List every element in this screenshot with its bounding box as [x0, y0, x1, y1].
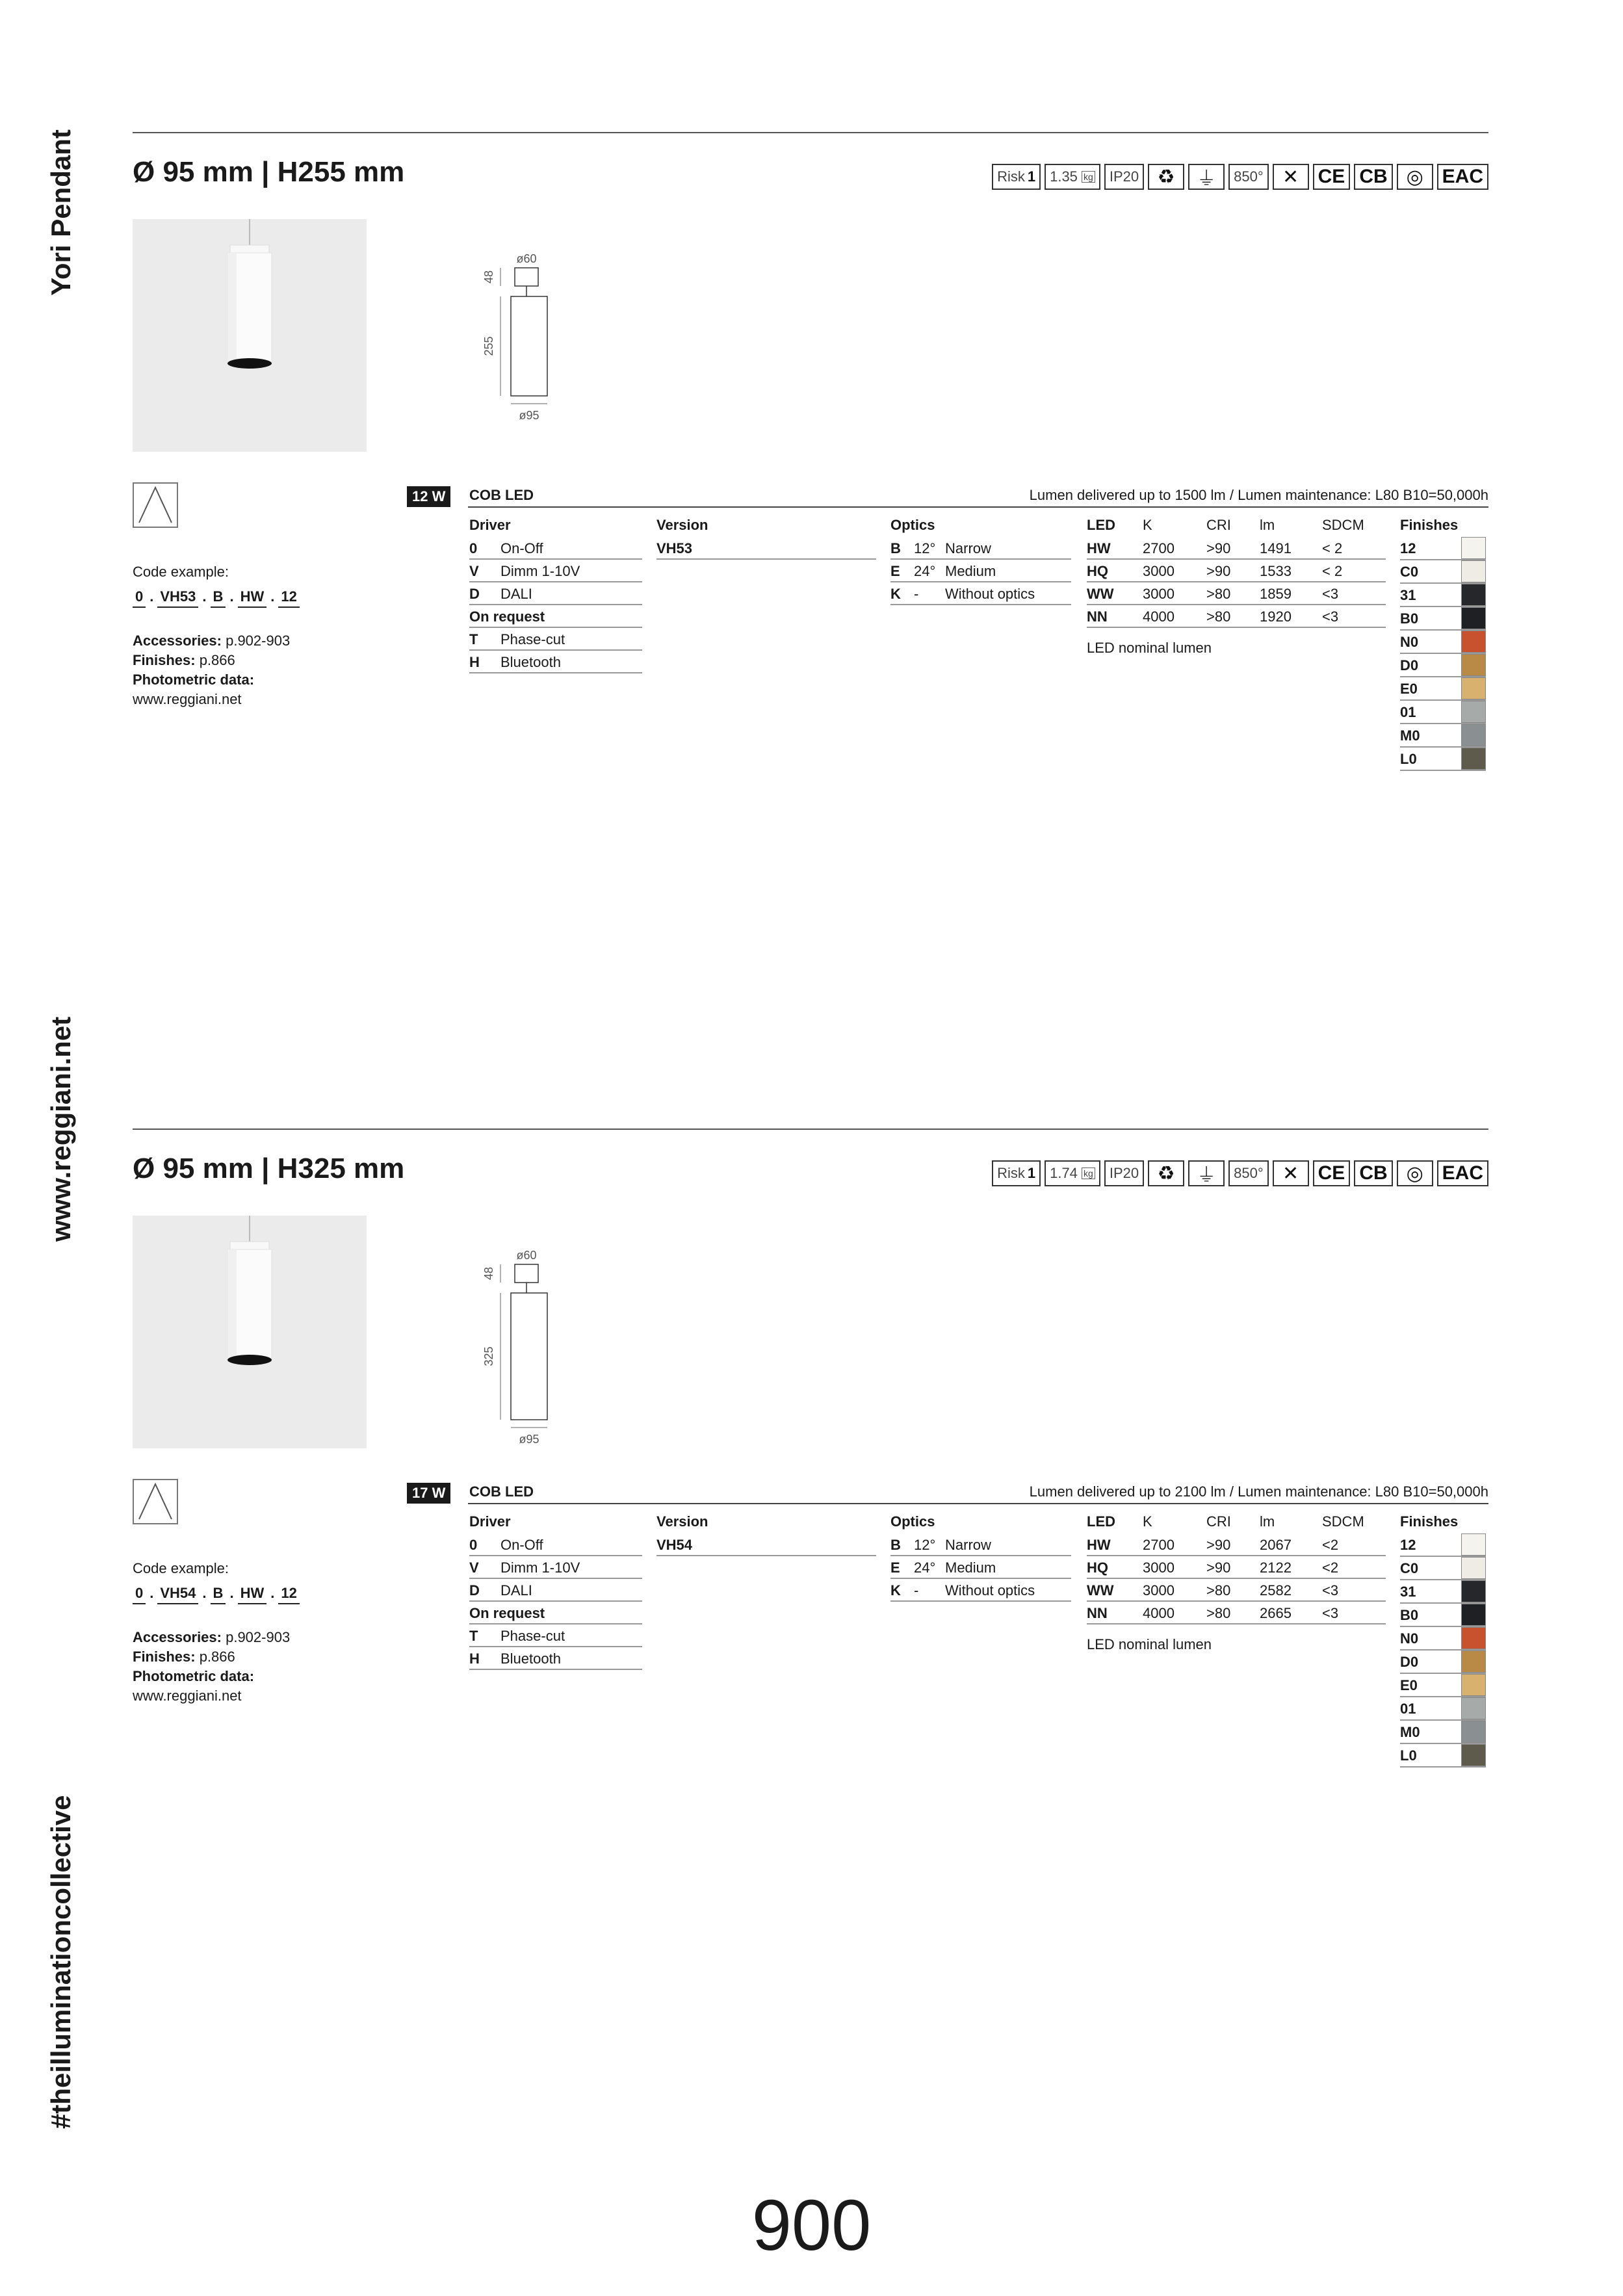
stem-height-label: 48	[482, 270, 495, 284]
code-example-label: Code example:	[133, 564, 229, 580]
code-example-row: 0 . VH54 . B . HW . 12	[133, 1584, 300, 1604]
photometric-line: Photometric data:	[133, 672, 255, 688]
optics-option: B 12° Narrow	[890, 537, 1071, 560]
recycle-icon: ♻	[1148, 164, 1184, 190]
driver-header: Driver	[469, 517, 511, 533]
finish-option: 31	[1400, 584, 1486, 607]
finish-swatch	[1461, 631, 1486, 653]
on-request-label: On request	[469, 605, 642, 628]
temperature-badge: 850°	[1228, 164, 1269, 190]
body-height-label: 325	[482, 1346, 495, 1366]
ccc-icon: ◎	[1397, 164, 1433, 190]
finish-option: 12	[1400, 537, 1486, 560]
code-version: VH54	[157, 1584, 198, 1604]
finish-option: D0	[1400, 654, 1486, 677]
version-column	[656, 514, 876, 560]
ce-mark-icon: CE	[1313, 1160, 1351, 1186]
optics-option: K - Without optics	[890, 1579, 1071, 1602]
optics-option: E 24° Medium	[890, 560, 1071, 582]
photometric-line: Photometric data:	[133, 1668, 255, 1684]
code-led: HW	[238, 587, 267, 608]
led-header-row: LED K CRI lm SDCM	[1087, 1513, 1364, 1530]
photometric-link[interactable]: www.reggiani.net	[133, 691, 242, 707]
section-title: Ø 95 mm | H325 mm	[133, 1153, 405, 1184]
driver-option: D DALI	[469, 1579, 642, 1602]
finishes-column	[1400, 1510, 1486, 1768]
finish-swatch	[1461, 1744, 1486, 1766]
led-option-row: HQ 3000 >90 2122 <2	[1087, 1556, 1386, 1579]
side-hashtag: #theilluminationcollective	[45, 1795, 76, 2129]
optics-option: B 12° Narrow	[890, 1533, 1071, 1556]
finish-swatch	[1461, 1721, 1486, 1743]
led-column	[1087, 1510, 1386, 1653]
product-photo	[133, 219, 367, 452]
section-top-rule	[133, 132, 1488, 133]
risk-badge: Risk 1	[992, 164, 1041, 190]
ground-icon: ⏚	[1188, 1160, 1225, 1186]
code-version: VH53	[157, 587, 198, 608]
finish-swatch	[1461, 1557, 1486, 1579]
light-source-label: COB LED	[469, 487, 534, 503]
finish-swatch	[1461, 1627, 1486, 1649]
finish-option: C0	[1400, 1557, 1486, 1580]
led-option-row: NN 4000 >80 2665 <3	[1087, 1602, 1386, 1624]
finish-swatch	[1461, 1533, 1486, 1556]
finish-option: N0	[1400, 1627, 1486, 1650]
eac-mark-icon: EAC	[1437, 164, 1488, 190]
finish-option: L0	[1400, 1744, 1486, 1768]
driver-option-on-request: H Bluetooth	[469, 651, 642, 673]
finish-swatch	[1461, 537, 1486, 559]
code-example-label: Code example:	[133, 1560, 229, 1576]
code-example	[133, 1559, 300, 1706]
finish-option: N0	[1400, 631, 1486, 654]
weight-badge: 1.74 kg	[1045, 1160, 1100, 1186]
driver-column	[469, 514, 642, 673]
finish-option: E0	[1400, 677, 1486, 701]
led-option-row: HW 2700 >90 1491 < 2	[1087, 537, 1386, 560]
product-section	[0, 0, 1623, 767]
led-header-row: LED K CRI lm SDCM	[1087, 517, 1364, 533]
finish-option: C0	[1400, 560, 1486, 584]
led-nominal-note: LED nominal lumen	[1087, 1636, 1212, 1652]
body-height-label: 255	[482, 336, 495, 356]
driver-option: V Dimm 1-10V	[469, 1556, 642, 1579]
stem-height-label: 48	[482, 1266, 495, 1281]
optics-header: Optics	[890, 517, 935, 533]
version-header: Version	[656, 1513, 708, 1530]
spec-header-rule	[468, 1503, 1488, 1504]
finishes-line: Finishes: p.866	[133, 1649, 235, 1665]
lumen-spec: Lumen delivered up to 1500 lm / Lumen maintenance: L80 B10=50,000h	[1029, 487, 1488, 503]
code-example	[133, 562, 300, 709]
dimension-drawing	[468, 241, 572, 439]
led-option-row: HQ 3000 >90 1533 < 2	[1087, 560, 1386, 582]
top-diameter-label: ø60	[516, 1249, 537, 1262]
version-column	[656, 1510, 876, 1556]
led-option-row: WW 3000 >80 1859 <3	[1087, 582, 1386, 605]
finish-option: 31	[1400, 1580, 1486, 1604]
finish-swatch	[1461, 677, 1486, 699]
driver-column	[469, 1510, 642, 1670]
finish-swatch	[1461, 584, 1486, 606]
accessories-line: Accessories: p.902-903	[133, 1629, 291, 1645]
finish-swatch	[1461, 654, 1486, 676]
finish-option: B0	[1400, 1604, 1486, 1627]
side-website: www.reggiani.net	[45, 1016, 76, 1242]
ip-rating-badge: IP20	[1104, 1160, 1144, 1186]
finish-swatch	[1461, 748, 1486, 770]
optics-header: Optics	[890, 1513, 935, 1530]
optics-option: K - Without optics	[890, 582, 1071, 605]
driver-option-on-request: T Phase-cut	[469, 628, 642, 651]
cb-mark-icon: CB	[1354, 1160, 1392, 1186]
driver-option-on-request: T Phase-cut	[469, 1624, 642, 1647]
finish-swatch	[1461, 607, 1486, 629]
spec-header-rule	[468, 506, 1488, 508]
bottom-diameter-label: ø95	[519, 409, 539, 422]
finish-option: 01	[1400, 1697, 1486, 1721]
product-photo	[133, 1216, 367, 1448]
code-optics: B	[211, 1584, 226, 1604]
code-driver: 0	[133, 587, 146, 608]
driver-option: D DALI	[469, 582, 642, 605]
lumen-spec: Lumen delivered up to 2100 lm / Lumen maintenance: L80 B10=50,000h	[1029, 1483, 1488, 1500]
code-finish: 12	[278, 587, 299, 608]
top-diameter-label: ø60	[516, 252, 537, 265]
led-column	[1087, 514, 1386, 657]
finish-option: E0	[1400, 1674, 1486, 1697]
section-title: Ø 95 mm | H255 mm	[133, 156, 405, 188]
no-cover-icon: ✕	[1273, 164, 1309, 190]
led-option-row: NN 4000 >80 1920 <3	[1087, 605, 1386, 628]
finish-swatch	[1461, 1604, 1486, 1626]
finish-swatch	[1461, 1580, 1486, 1602]
wattage-badge: 12 W	[407, 486, 450, 507]
finish-option: 12	[1400, 1533, 1486, 1557]
optics-option: E 24° Medium	[890, 1556, 1071, 1579]
version-header: Version	[656, 517, 708, 533]
certification-icons	[992, 164, 1488, 190]
led-nominal-note: LED nominal lumen	[1087, 640, 1212, 656]
eac-mark-icon: EAC	[1437, 1160, 1488, 1186]
product-section	[0, 997, 1623, 1764]
optics-column	[890, 514, 1071, 605]
code-finish: 12	[278, 1584, 299, 1604]
led-option-row: HW 2700 >90 2067 <2	[1087, 1533, 1386, 1556]
driver-header: Driver	[469, 1513, 511, 1530]
page-number: 900	[751, 2185, 872, 2265]
wattage-badge: 17 W	[407, 1483, 450, 1504]
code-optics: B	[211, 587, 226, 608]
code-driver: 0	[133, 1584, 146, 1604]
version-code: VH54	[656, 1533, 876, 1556]
finishes-header: Finishes	[1400, 1513, 1459, 1530]
driver-option: 0 On-Off	[469, 1533, 642, 1556]
version-code: VH53	[656, 537, 876, 560]
ccc-icon: ◎	[1397, 1160, 1433, 1186]
optics-column	[890, 1510, 1071, 1602]
on-request-label: On request	[469, 1602, 642, 1624]
finish-option: L0	[1400, 748, 1486, 771]
code-example-row: 0 . VH53 . B . HW . 12	[133, 587, 300, 608]
driver-option-on-request: H Bluetooth	[469, 1647, 642, 1670]
beam-angle-icon	[133, 1479, 178, 1524]
finish-option: B0	[1400, 607, 1486, 631]
led-option-row: WW 3000 >80 2582 <3	[1087, 1579, 1386, 1602]
driver-option: V Dimm 1-10V	[469, 560, 642, 582]
ce-mark-icon: CE	[1313, 164, 1351, 190]
no-cover-icon: ✕	[1273, 1160, 1309, 1186]
finish-swatch	[1461, 701, 1486, 723]
bottom-diameter-label: ø95	[519, 1433, 539, 1446]
driver-option: 0 On-Off	[469, 537, 642, 560]
finishes-line: Finishes: p.866	[133, 652, 235, 668]
finish-swatch	[1461, 724, 1486, 746]
dimension-drawing	[468, 1237, 572, 1446]
recycle-icon: ♻	[1148, 1160, 1184, 1186]
code-led: HW	[238, 1584, 267, 1604]
light-source-label: COB LED	[469, 1483, 534, 1500]
side-product-name: Yori Pendant	[45, 129, 76, 296]
finish-option: M0	[1400, 724, 1486, 748]
section-top-rule	[133, 1128, 1488, 1130]
photometric-link[interactable]: www.reggiani.net	[133, 1688, 242, 1704]
certification-icons	[992, 1160, 1488, 1186]
accessories-line: Accessories: p.902-903	[133, 633, 291, 649]
beam-angle-icon	[133, 482, 178, 528]
finishes-column	[1400, 514, 1486, 771]
finish-option: 01	[1400, 701, 1486, 724]
finishes-header: Finishes	[1400, 517, 1459, 533]
finish-swatch	[1461, 1674, 1486, 1696]
finish-option: D0	[1400, 1650, 1486, 1674]
finish-swatch	[1461, 560, 1486, 582]
ip-rating-badge: IP20	[1104, 164, 1144, 190]
temperature-badge: 850°	[1228, 1160, 1269, 1186]
ground-icon: ⏚	[1188, 164, 1225, 190]
finish-swatch	[1461, 1697, 1486, 1719]
risk-badge: Risk 1	[992, 1160, 1041, 1186]
weight-badge: 1.35 kg	[1045, 164, 1100, 190]
finish-option: M0	[1400, 1721, 1486, 1744]
finish-swatch	[1461, 1650, 1486, 1673]
cb-mark-icon: CB	[1354, 164, 1392, 190]
